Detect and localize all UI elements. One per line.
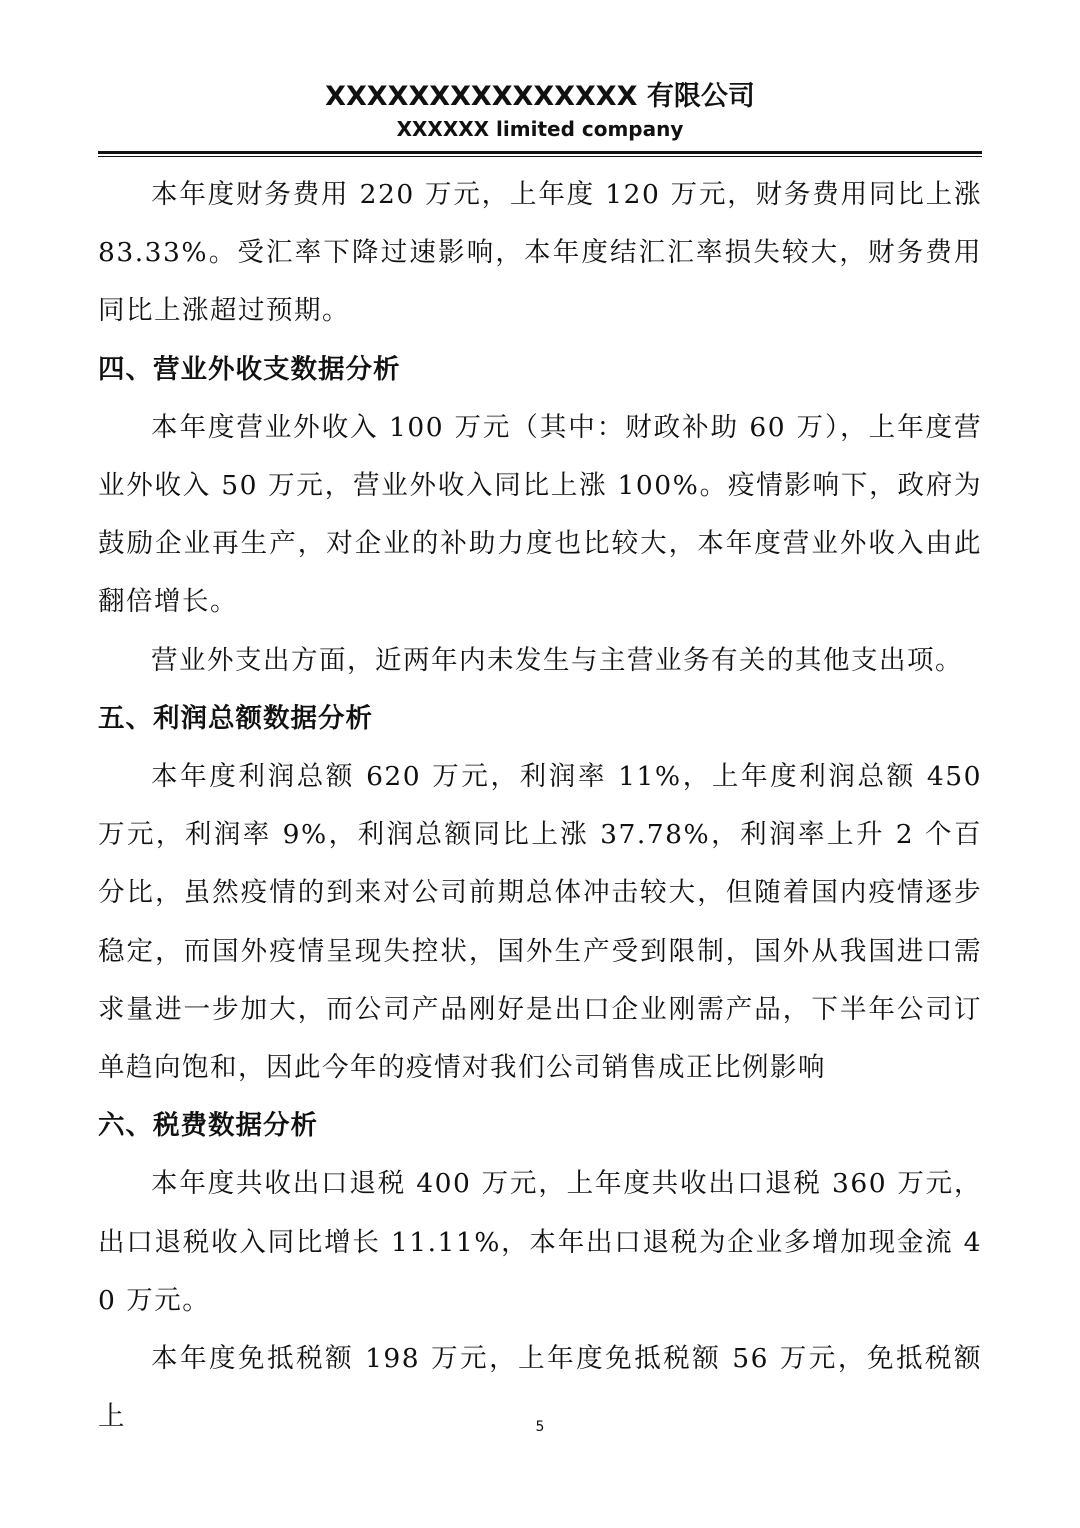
paragraph-non-operating-income: 本年度营业外收入 100 万元（其中：财政补助 60 万），上年度营业外收入 50 万元，营业外收入同比上涨 100%。疫情影响下，政府为鼓励企业再生产，对企业的补助力度也比较大，本年度营业外收入由此翻倍增长。	[98, 411, 982, 618]
paragraph-non-operating-expense: 营业外支出方面，近两年内未发生与主营业务有关的其他支出项。	[151, 644, 963, 676]
company-name-cn: XXXXXXXXXXXXXXX 有限公司	[325, 81, 755, 112]
paragraph-total-profit: 本年度利润总额 620 万元，利润率 11%，上年度利润总额 450 万元，利润率 9%，利润总额同比上涨 37.78%，利润率上升 2 个百分比，虽然疫情的到来对公司前期总体冲击较大，但随着国内疫情逐步稳定，而国外疫情呈现失控状，国外生产受到限制，国外从我国进口需求量进一步加大，而公司产品刚好是出口企业刚需产品，下半年公司订单趋向饱和，因此今年的疫情对我们公司销售成正比例影响	[98, 761, 982, 1084]
paragraph-exempt-tax: 本年度免抵税额 198 万元，上年度免抵税额 56 万元，免抵税额上	[98, 1343, 982, 1433]
document-body	[98, 166, 982, 1446]
company-name-en: XXXXXX limited company	[396, 117, 684, 141]
paragraph-export-rebate: 本年度共收出口退税 400 万元，上年度共收出口退税 360 万元，出口退税收入同比增长 11.11%，本年出口退税为企业多增加现金流 40 万元。	[98, 1168, 982, 1316]
header-divider-thick	[98, 151, 982, 154]
section-heading-total-profit: 五、利润总额数据分析	[98, 702, 373, 734]
section-heading-non-operating: 四、营业外收支数据分析	[98, 353, 401, 385]
header-divider-thin	[98, 156, 982, 157]
page-header	[98, 78, 982, 142]
page-number: 5	[535, 1419, 545, 1435]
paragraph-finance-expense: 本年度财务费用 220 万元，上年度 120 万元，财务费用同比上涨 83.33%。受汇率下降过速影响，本年度结汇汇率损失较大，财务费用同比上涨超过预期。	[98, 179, 982, 327]
section-heading-taxes: 六、税费数据分析	[98, 1110, 318, 1142]
